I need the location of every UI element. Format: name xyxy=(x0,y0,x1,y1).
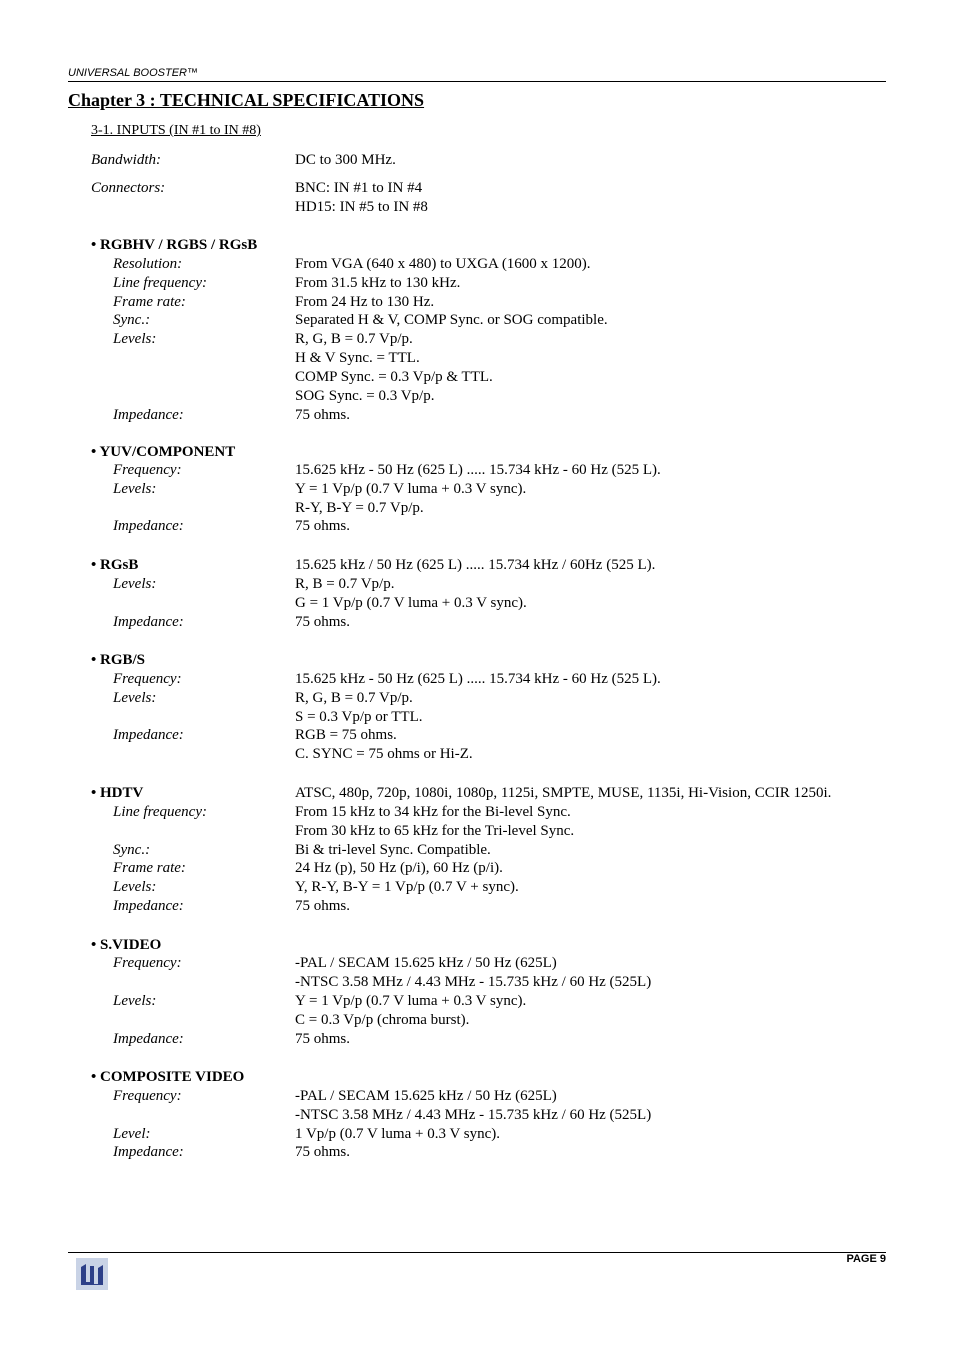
frequency-label: Frequency: xyxy=(113,1088,182,1104)
resolution-label: Resolution: xyxy=(113,256,183,272)
resolution-value: From VGA (640 x 480) to UXGA (1600 x 1200). xyxy=(295,256,591,272)
frequency-value: 15.625 kHz - 50 Hz (625 L) ..... 15.734 kHz - 60 Hz (525 L). xyxy=(295,671,661,687)
line-frequency-value: From 31.5 kHz to 130 kHz. xyxy=(295,275,461,291)
header-product-name: UNIVERSAL BOOSTER™ xyxy=(68,67,198,79)
impedance-value: RGB = 75 ohms. xyxy=(295,727,397,743)
section-title: 3-1. INPUTS (IN #1 to IN #8) xyxy=(91,123,261,138)
frequency-value: -NTSC 3.58 MHz / 4.43 MHz - 15.735 kHz / 60 Hz (525L) xyxy=(295,1107,652,1123)
bandwidth-label: Bandwidth: xyxy=(91,152,161,168)
frequency-label: Frequency: xyxy=(113,671,182,687)
sync-value: Separated H & V, COMP Sync. or SOG compatible. xyxy=(295,312,608,328)
levels-value: R-Y, B-Y = 0.7 Vp/p. xyxy=(295,500,424,516)
levels-value: Y = 1 Vp/p (0.7 V luma + 0.3 V sync). xyxy=(295,481,527,497)
levels-label: Levels: xyxy=(113,993,157,1009)
impedance-value: 75 ohms. xyxy=(295,518,351,534)
impedance-label: Impedance: xyxy=(113,518,184,534)
levels-value: H & V Sync. = TTL. xyxy=(295,350,420,366)
hdtv-formats-value: ATSC, 480p, 720p, 1080i, 1080p, 1125i, SMPTE, MUSE, 1135i, Hi-Vision, CCIR 1250i. xyxy=(295,785,832,801)
levels-label: Levels: xyxy=(113,481,157,497)
chapter-title: Chapter 3 : TECHNICAL SPECIFICATIONS xyxy=(68,90,425,110)
levels-label: Levels: xyxy=(113,690,157,706)
rgbhv-title: • RGBHV / RGBS / RGsB xyxy=(91,237,258,253)
frame-rate-value: 24 Hz (p), 50 Hz (p/i), 60 Hz (p/i). xyxy=(295,860,503,876)
levels-value: R, G, B = 0.7 Vp/p. xyxy=(295,331,413,347)
frequency-value: 15.625 kHz - 50 Hz (625 L) ..... 15.734 kHz - 60 Hz (525 L). xyxy=(295,462,661,478)
frequency-label: Frequency: xyxy=(113,462,182,478)
page-number: PAGE 9 xyxy=(846,1253,886,1265)
frame-rate-label: Frame rate: xyxy=(113,294,186,310)
impedance-value: 75 ohms. xyxy=(295,898,351,914)
levels-value: G = 1 Vp/p (0.7 V luma + 0.3 V sync). xyxy=(295,595,527,611)
sync-value: Bi & tri-level Sync. Compatible. xyxy=(295,842,491,858)
line-frequency-value: From 15 kHz to 34 kHz for the Bi-level Sync. xyxy=(295,804,571,820)
sync-label: Sync.: xyxy=(113,312,151,328)
connectors-value: HD15: IN #5 to IN #8 xyxy=(295,199,428,215)
impedance-value: 75 ohms. xyxy=(295,407,351,423)
composite-title: • COMPOSITE VIDEO xyxy=(91,1069,245,1085)
line-frequency-label: Line frequency: xyxy=(113,275,207,291)
levels-label: Levels: xyxy=(113,331,157,347)
line-frequency-value: From 30 kHz to 65 kHz for the Tri-level Sync. xyxy=(295,823,575,839)
impedance-value: 75 ohms. xyxy=(295,1144,351,1160)
levels-value: R, G, B = 0.7 Vp/p. xyxy=(295,690,413,706)
frequency-value: -PAL / SECAM 15.625 kHz / 50 Hz (625L) xyxy=(295,955,557,971)
frequency-value: -NTSC 3.58 MHz / 4.43 MHz - 15.735 kHz / 60 Hz (525L) xyxy=(295,974,652,990)
impedance-label: Impedance: xyxy=(113,407,184,423)
rgbs-title: • RGB/S xyxy=(91,652,146,668)
impedance-label: Impedance: xyxy=(113,1031,184,1047)
impedance-label: Impedance: xyxy=(113,614,184,630)
impedance-value: C. SYNC = 75 ohms or Hi-Z. xyxy=(295,746,473,762)
levels-value: S = 0.3 Vp/p or TTL. xyxy=(295,709,423,725)
rgsb-frequency-value: 15.625 kHz / 50 Hz (625 L) ..... 15.734 kHz / 60Hz (525 L). xyxy=(295,557,656,573)
levels-value: C = 0.3 Vp/p (chroma burst). xyxy=(295,1012,470,1028)
levels-label: Levels: xyxy=(113,879,157,895)
levels-value: Y, R-Y, B-Y = 1 Vp/p (0.7 V + sync). xyxy=(295,879,519,895)
yuv-title: • YUV/COMPONENT xyxy=(91,444,236,460)
rgsb-title: • RGsB xyxy=(91,557,139,573)
level-label: Level: xyxy=(113,1126,151,1142)
connectors-value: BNC: IN #1 to IN #4 xyxy=(295,180,423,196)
svideo-title: • S.VIDEO xyxy=(91,937,162,953)
levels-value: R, B = 0.7 Vp/p. xyxy=(295,576,395,592)
connectors-label: Connectors: xyxy=(91,180,166,196)
footer-divider xyxy=(68,1252,886,1253)
bandwidth-value: DC to 300 MHz. xyxy=(295,152,396,168)
level-value: 1 Vp/p (0.7 V luma + 0.3 V sync). xyxy=(295,1126,500,1142)
hdtv-title: • HDTV xyxy=(91,785,144,801)
impedance-value: 75 ohms. xyxy=(295,1031,351,1047)
line-frequency-label: Line frequency: xyxy=(113,804,207,820)
levels-label: Levels: xyxy=(113,576,157,592)
impedance-value: 75 ohms. xyxy=(295,614,351,630)
frame-rate-label: Frame rate: xyxy=(113,860,186,876)
impedance-label: Impedance: xyxy=(113,727,184,743)
header-divider xyxy=(68,81,886,82)
frame-rate-value: From 24 Hz to 130 Hz. xyxy=(295,294,435,310)
analog-way-logo-icon xyxy=(76,1258,108,1290)
frequency-label: Frequency: xyxy=(113,955,182,971)
levels-value: Y = 1 Vp/p (0.7 V luma + 0.3 V sync). xyxy=(295,993,527,1009)
sync-label: Sync.: xyxy=(113,842,151,858)
impedance-label: Impedance: xyxy=(113,1144,184,1160)
levels-value: SOG Sync. = 0.3 Vp/p. xyxy=(295,388,435,404)
frequency-value: -PAL / SECAM 15.625 kHz / 50 Hz (625L) xyxy=(295,1088,557,1104)
impedance-label: Impedance: xyxy=(113,898,184,914)
levels-value: COMP Sync. = 0.3 Vp/p & TTL. xyxy=(295,369,493,385)
